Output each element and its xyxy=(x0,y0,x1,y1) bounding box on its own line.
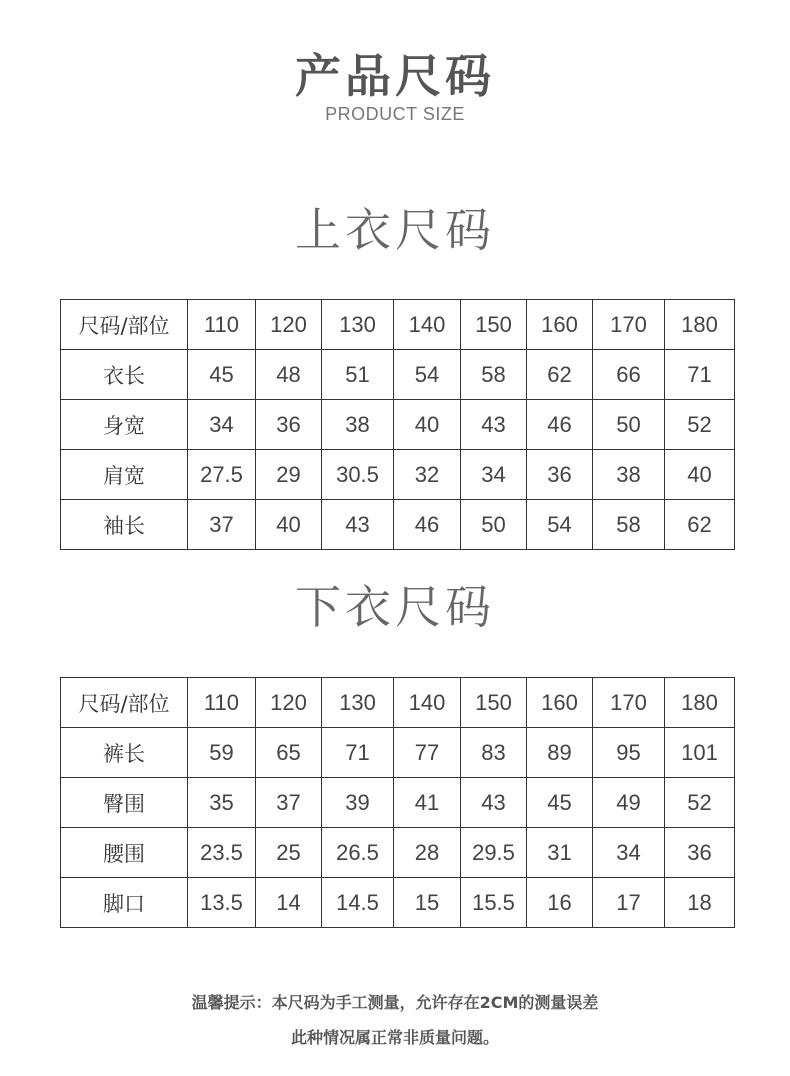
size-header-cell: 130 xyxy=(322,678,394,728)
page-subtitle: PRODUCT SIZE xyxy=(325,104,465,124)
size-header-cell: 120 xyxy=(256,678,322,728)
measurement-cell: 58 xyxy=(461,350,527,400)
measurement-cell: 51 xyxy=(322,350,394,400)
measurement-cell: 54 xyxy=(527,500,593,550)
part-name-cell: 臀围 xyxy=(61,778,188,828)
size-part-header: 尺码/部位 xyxy=(61,300,188,350)
measurement-cell: 35 xyxy=(188,778,256,828)
top-size-table-body xyxy=(61,300,735,550)
part-name-cell: 裤长 xyxy=(61,728,188,778)
measurement-cell: 37 xyxy=(188,500,256,550)
part-name-cell: 衣长 xyxy=(61,350,188,400)
measurement-cell: 43 xyxy=(461,778,527,828)
bottom-size-table-body xyxy=(61,678,735,928)
measurement-cell: 15 xyxy=(394,878,461,928)
measurement-cell: 23.5 xyxy=(188,828,256,878)
measurement-cell: 31 xyxy=(527,828,593,878)
table-row xyxy=(61,728,735,778)
measurement-cell: 50 xyxy=(461,500,527,550)
measurement-cell: 16 xyxy=(527,878,593,928)
measurement-cell: 46 xyxy=(394,500,461,550)
bottom-header-row xyxy=(61,678,735,728)
size-header-cell: 170 xyxy=(593,300,665,350)
table-row xyxy=(61,350,735,400)
measurement-cell: 71 xyxy=(322,728,394,778)
measurement-cell: 65 xyxy=(256,728,322,778)
table-row xyxy=(61,450,735,500)
part-name-cell: 肩宽 xyxy=(61,450,188,500)
measurement-cell: 38 xyxy=(593,450,665,500)
measurement-cell: 37 xyxy=(256,778,322,828)
measurement-cell: 17 xyxy=(593,878,665,928)
measurement-cell: 101 xyxy=(665,728,735,778)
table-row xyxy=(61,828,735,878)
measurement-cell: 50 xyxy=(593,400,665,450)
size-header-cell: 150 xyxy=(461,300,527,350)
measurement-cell: 95 xyxy=(593,728,665,778)
footer-note-line2: 此种情况属正常非质量问题。 xyxy=(290,1028,499,1047)
measurement-cell: 46 xyxy=(527,400,593,450)
footer-note-line1: 温馨提示：本尺码为手工测量，允许存在2CM的测量误差 xyxy=(191,993,599,1012)
measurement-cell: 36 xyxy=(527,450,593,500)
bottom-size-title: 下衣尺码 xyxy=(295,580,495,634)
measurement-cell: 66 xyxy=(593,350,665,400)
page-title: 产品尺码 xyxy=(295,49,495,103)
measurement-cell: 38 xyxy=(322,400,394,450)
measurement-cell: 40 xyxy=(256,500,322,550)
top-size-title: 上衣尺码 xyxy=(295,203,495,257)
measurement-cell: 36 xyxy=(256,400,322,450)
size-header-cell: 180 xyxy=(665,678,735,728)
measurement-cell: 89 xyxy=(527,728,593,778)
size-header-cell: 120 xyxy=(256,300,322,350)
part-name-cell: 身宽 xyxy=(61,400,188,450)
table-row xyxy=(61,878,735,928)
measurement-cell: 62 xyxy=(527,350,593,400)
size-header-cell: 150 xyxy=(461,678,527,728)
part-name-cell: 腰围 xyxy=(61,828,188,878)
measurement-cell: 34 xyxy=(461,450,527,500)
measurement-cell: 39 xyxy=(322,778,394,828)
table-row xyxy=(61,778,735,828)
measurement-cell: 30.5 xyxy=(322,450,394,500)
top-size-table xyxy=(60,299,735,550)
size-part-header: 尺码/部位 xyxy=(61,678,188,728)
measurement-cell: 49 xyxy=(593,778,665,828)
measurement-cell: 43 xyxy=(461,400,527,450)
measurement-cell: 29 xyxy=(256,450,322,500)
measurement-cell: 58 xyxy=(593,500,665,550)
size-header-cell: 140 xyxy=(394,678,461,728)
measurement-cell: 32 xyxy=(394,450,461,500)
measurement-cell: 71 xyxy=(665,350,735,400)
measurement-cell: 34 xyxy=(593,828,665,878)
measurement-cell: 45 xyxy=(188,350,256,400)
measurement-cell: 27.5 xyxy=(188,450,256,500)
measurement-cell: 18 xyxy=(665,878,735,928)
measurement-cell: 40 xyxy=(394,400,461,450)
measurement-cell: 14 xyxy=(256,878,322,928)
size-header-cell: 180 xyxy=(665,300,735,350)
size-header-cell: 160 xyxy=(527,300,593,350)
measurement-cell: 28 xyxy=(394,828,461,878)
size-header-cell: 110 xyxy=(188,678,256,728)
measurement-cell: 59 xyxy=(188,728,256,778)
measurement-cell: 43 xyxy=(322,500,394,550)
measurement-cell: 77 xyxy=(394,728,461,778)
measurement-cell: 13.5 xyxy=(188,878,256,928)
measurement-cell: 25 xyxy=(256,828,322,878)
part-name-cell: 袖长 xyxy=(61,500,188,550)
measurement-cell: 29.5 xyxy=(461,828,527,878)
table-row xyxy=(61,500,735,550)
size-header-cell: 130 xyxy=(322,300,394,350)
measurement-cell: 48 xyxy=(256,350,322,400)
measurement-cell: 52 xyxy=(665,778,735,828)
part-name-cell: 脚口 xyxy=(61,878,188,928)
measurement-cell: 62 xyxy=(665,500,735,550)
measurement-cell: 54 xyxy=(394,350,461,400)
size-header-cell: 110 xyxy=(188,300,256,350)
measurement-cell: 41 xyxy=(394,778,461,828)
size-header-cell: 140 xyxy=(394,300,461,350)
size-header-cell: 170 xyxy=(593,678,665,728)
measurement-cell: 34 xyxy=(188,400,256,450)
measurement-cell: 40 xyxy=(665,450,735,500)
top-header-row xyxy=(61,300,735,350)
size-header-cell: 160 xyxy=(527,678,593,728)
measurement-cell: 15.5 xyxy=(461,878,527,928)
measurement-cell: 45 xyxy=(527,778,593,828)
measurement-cell: 26.5 xyxy=(322,828,394,878)
measurement-cell: 36 xyxy=(665,828,735,878)
table-row xyxy=(61,400,735,450)
measurement-cell: 14.5 xyxy=(322,878,394,928)
measurement-cell: 52 xyxy=(665,400,735,450)
bottom-size-table xyxy=(60,677,735,928)
measurement-cell: 83 xyxy=(461,728,527,778)
